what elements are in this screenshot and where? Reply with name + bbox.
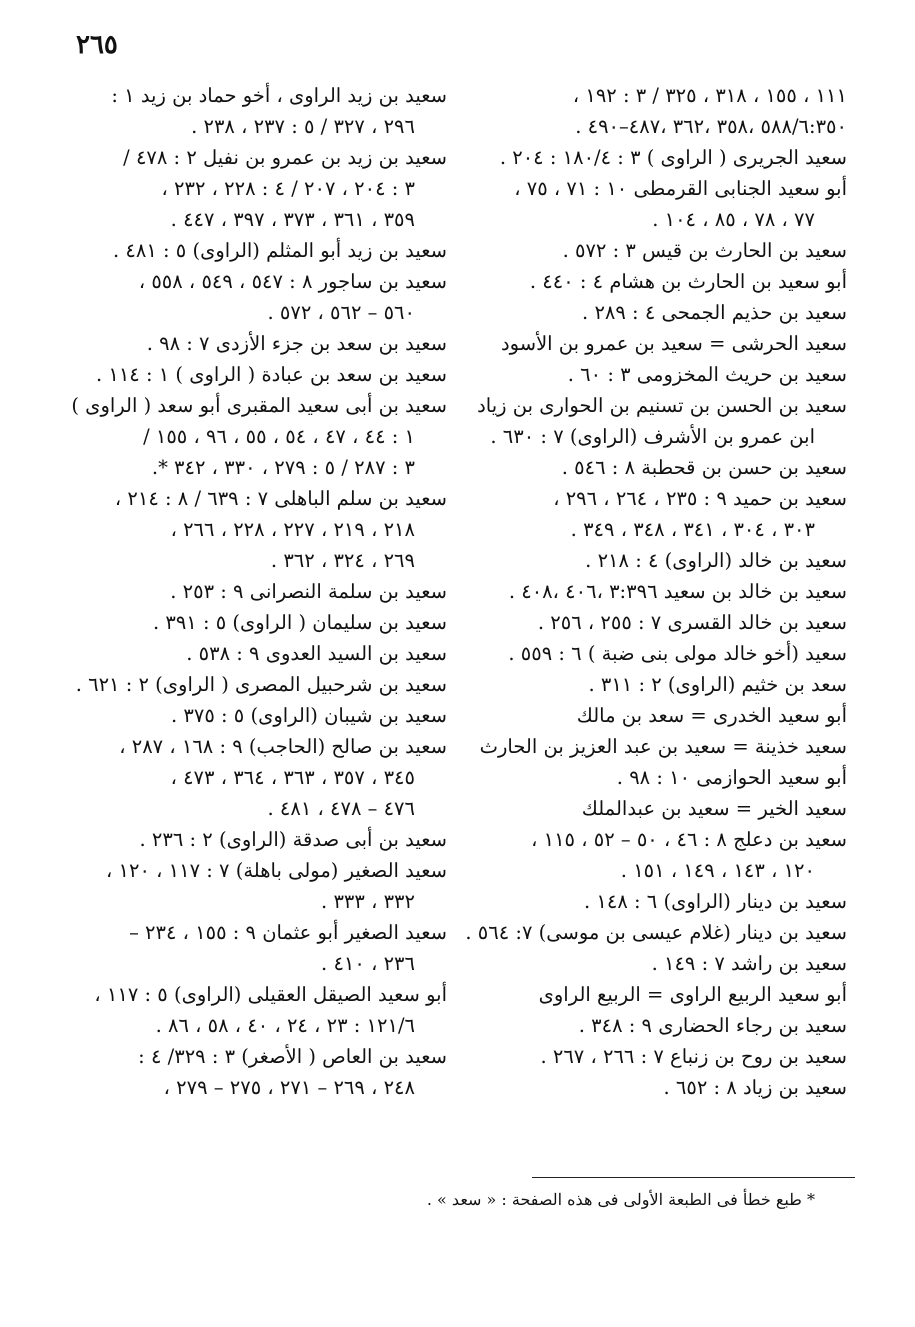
index-line: أبو سعيد الخدرى = سعد بن مالك: [576, 704, 847, 727]
index-line: سعيد الصغير أبو عثمان ٩ : ١٥٥ ، ٢٣٤ –: [129, 921, 447, 944]
index-line: سعيد بن رجاء الحضارى ٩ : ٣٤٨ .: [578, 1014, 847, 1037]
index-line: أبو سعيد بن الحارث بن هشام ٤ : ٤٤٠ .: [529, 270, 847, 293]
page-number: ٢٦٥: [76, 30, 118, 60]
index-line: ٣ : ٢٠٤ ، ٢٠٧ / ٤ : ٢٢٨ ، ٢٣٢ ،: [161, 177, 415, 200]
index-line: ١ : ٤٤ ، ٤٧ ، ٥٤ ، ٥٥ ، ٩٦ ، ١٥٥ /: [143, 425, 415, 448]
index-line: ٥٨٨/٦:٣٥٠ ،٣٥٨ ،٣٦٢ ،٤٨٧–٤٩٠ .: [575, 115, 847, 138]
index-line: ٤٧٦ – ٤٧٨ ، ٤٨١ .: [267, 797, 415, 820]
index-line: سعيد بن صالح (الحاجب) ٩ : ١٦٨ ، ٢٨٧ ،: [119, 735, 447, 758]
index-line: أبو سعيد الصيقل العقيلى (الراوى) ٥ : ١١٧ ،: [94, 983, 447, 1006]
index-line: سعيد بن زياد ٨ : ٦٥٢ .: [663, 1076, 847, 1099]
index-line: سعيد بن زيد بن عمرو بن نفيل ٢ : ٤٧٨ /: [123, 146, 447, 169]
index-line: ١١١ ، ١٥٥ ، ٣١٨ ، ٣٢٥ / ٣ : ١٩٢ ،: [572, 84, 847, 107]
index-line: سعيد الجريرى ( الراوى ) ٣ : ١٨٠/٤ : ٢٠٤ .: [499, 146, 847, 169]
index-line: سعيد بن شيبان (الراوى) ٥ : ٣٧٥ .: [170, 704, 447, 727]
index-line: سعيد بن ساجور ٨ : ٥٤٧ ، ٥٤٩ ، ٥٥٨ ،: [138, 270, 447, 293]
index-line: سعيد بن أبى سعيد المقبرى أبو سعد ( الراوى ): [71, 394, 447, 417]
index-line: ٢٤٨ ، ٢٦٩ – ٢٧١ ، ٢٧٥ – ٢٧٩ ،: [163, 1076, 415, 1099]
index-line: سعيد (أخو خالد مولى بنى ضبة ) ٦ : ٥٥٩ .: [508, 642, 847, 665]
index-line: سعيد بن شرحبيل المصرى ( الراوى) ٢ : ٦٢١ .: [75, 673, 447, 696]
index-line: ١٢١/٦ : ٢٣ ، ٢٤ ، ٤٠ ، ٥٨ ، ٨٦ .: [155, 1014, 415, 1037]
index-line: سعيد بن خالد القسرى ٧ : ٢٥٥ ، ٢٥٦ .: [537, 611, 847, 634]
index-line: ٢١٨ ، ٢١٩ ، ٢٢٧ ، ٢٢٨ ، ٢٦٦ ،: [170, 518, 415, 541]
index-line: ٥٦٠ – ٥٦٢ ، ٥٧٢ .: [267, 301, 415, 324]
index-line: ٣ : ٢٨٧ / ٥ : ٢٧٩ ، ٣٣٠ ، ٣٤٢ *.: [151, 456, 415, 479]
index-line: سعيد بن روح بن زنباع ٧ : ٢٦٦ ، ٢٦٧ .: [540, 1045, 847, 1068]
index-line: سعيد بن أبى صدقة (الراوى) ٢ : ٢٣٦ .: [139, 828, 447, 851]
index-line: سعيد بن سعد بن عبادة ( الراوى ) ١ : ١١٤ .: [95, 363, 447, 386]
index-line: سعيد بن حسن بن قحطبة ٨ : ٥٤٦ .: [561, 456, 847, 479]
index-line: سعيد بن خالد (الراوى) ٤ : ٢١٨ .: [585, 549, 847, 572]
index-line: سعيد بن دينار (غلام عيسى بن موسى) ٧: ٥٦٤ .: [465, 921, 847, 944]
index-line: ١٢٠ ، ١٤٣ ، ١٤٩ ، ١٥١ .: [620, 859, 815, 882]
index-line: ٣٠٣ ، ٣٠٤ ، ٣٤١ ، ٣٤٨ ، ٣٤٩ .: [570, 518, 815, 541]
index-line: سعيد بن سليمان ( الراوى) ٥ : ٣٩١ .: [152, 611, 447, 634]
index-line: سعيد الصغير (مولى باهلة) ٧ : ١١٧ ، ١٢٠ ،: [106, 859, 447, 882]
footnote-divider: [532, 1177, 855, 1178]
index-line: أبو سعيد الربيع الراوى = الربيع الراوى: [538, 983, 847, 1006]
index-line: سعيد بن زيد أبو المثلم (الراوى) ٥ : ٤٨١ .: [113, 239, 447, 262]
index-line: سعد بن خثيم (الراوى) ٢ : ٣١١ .: [588, 673, 847, 696]
index-line: سعيد بن الحسن بن تسنيم بن الحوارى بن زياد: [477, 394, 847, 417]
index-line: ٣٤٥ ، ٣٥٧ ، ٣٦٣ ، ٣٦٤ ، ٤٧٣ ،: [170, 766, 415, 789]
index-line: سعيد بن زيد الراوى ، أخو حماد بن زيد ١ :: [111, 84, 447, 107]
index-line: سعيد الحرشى = سعيد بن عمرو بن الأسود: [500, 332, 847, 355]
index-line: سعيد بن حميد ٩ : ٢٣٥ ، ٢٦٤ ، ٢٩٦ ،: [553, 487, 847, 510]
index-line: ابن عمرو بن الأشرف (الراوى) ٧ : ٦٣٠ .: [490, 425, 815, 448]
index-line: سعيد بن السيد العدوى ٩ : ٥٣٨ .: [186, 642, 447, 665]
index-line: سعيد بن حذيم الجمحى ٤ : ٢٨٩ .: [582, 301, 847, 324]
index-line: سعيد بن الحارث بن قيس ٣ : ٥٧٢ .: [562, 239, 847, 262]
index-line: سعيد بن حريث المخزومى ٣ : ٦٠ .: [567, 363, 847, 386]
footnote: * طبع خطأ فى الطبعة الأولى فى هذه الصفحة : « سعد » .: [426, 1190, 815, 1209]
index-line: أبو سعيد الجنابى القرمطى ١٠ : ٧١ ، ٧٥ ،: [514, 177, 847, 200]
index-line: ٧٧ ، ٧٨ ، ٨٥ ، ١٠٤ .: [652, 208, 815, 231]
index-line: سعيد خذينة = سعيد بن عبد العزيز بن الحارث: [479, 735, 847, 758]
index-line: سعيد بن راشد ٧ : ١٤٩ .: [651, 952, 847, 975]
index-line: أبو سعيد الحوازمى ١٠ : ٩٨ .: [616, 766, 847, 789]
index-line: سعيد بن سلمة النصرانى ٩ : ٢٥٣ .: [170, 580, 447, 603]
index-line: سعيد بن دعلج ٨ : ٤٦ ، ٥٠ – ٥٢ ، ١١٥ ،: [531, 828, 847, 851]
index-column-right: [465, 80, 847, 1103]
index-line: سعيد بن سلم الباهلى ٧ : ٦٣٩ / ٨ : ٢١٤ ،: [114, 487, 447, 510]
index-line: سعيد الخير = سعيد بن عبدالملك: [581, 797, 847, 820]
index-line: ٢٩٦ ، ٣٢٧ / ٥ : ٢٣٧ ، ٢٣٨ .: [191, 115, 415, 138]
index-line: ٢٦٩ ، ٣٢٤ ، ٣٦٢ .: [270, 549, 415, 572]
index-line: ٣٥٩ ، ٣٦١ ، ٣٧٣ ، ٣٩٧ ، ٤٤٧ .: [170, 208, 415, 231]
index-line: سعيد بن دينار (الراوى) ٦ : ١٤٨ .: [584, 890, 847, 913]
index-column-left: [72, 80, 447, 1103]
index-line: ٣٣٢ ، ٣٣٣ .: [321, 890, 415, 913]
index-line: سعيد بن سعد بن جزء الأزدى ٧ : ٩٨ .: [146, 332, 447, 355]
index-line: ٢٣٦ ، ٤١٠ .: [321, 952, 415, 975]
index-line: سعيد بن خالد بن سعيد ٣:٣٩٦ ،٤٠٦ ،٤٠٨ .: [508, 580, 847, 603]
index-line: سعيد بن العاص ( الأصغر) ٣ : ٣٢٩/ ٤ :: [138, 1045, 447, 1068]
